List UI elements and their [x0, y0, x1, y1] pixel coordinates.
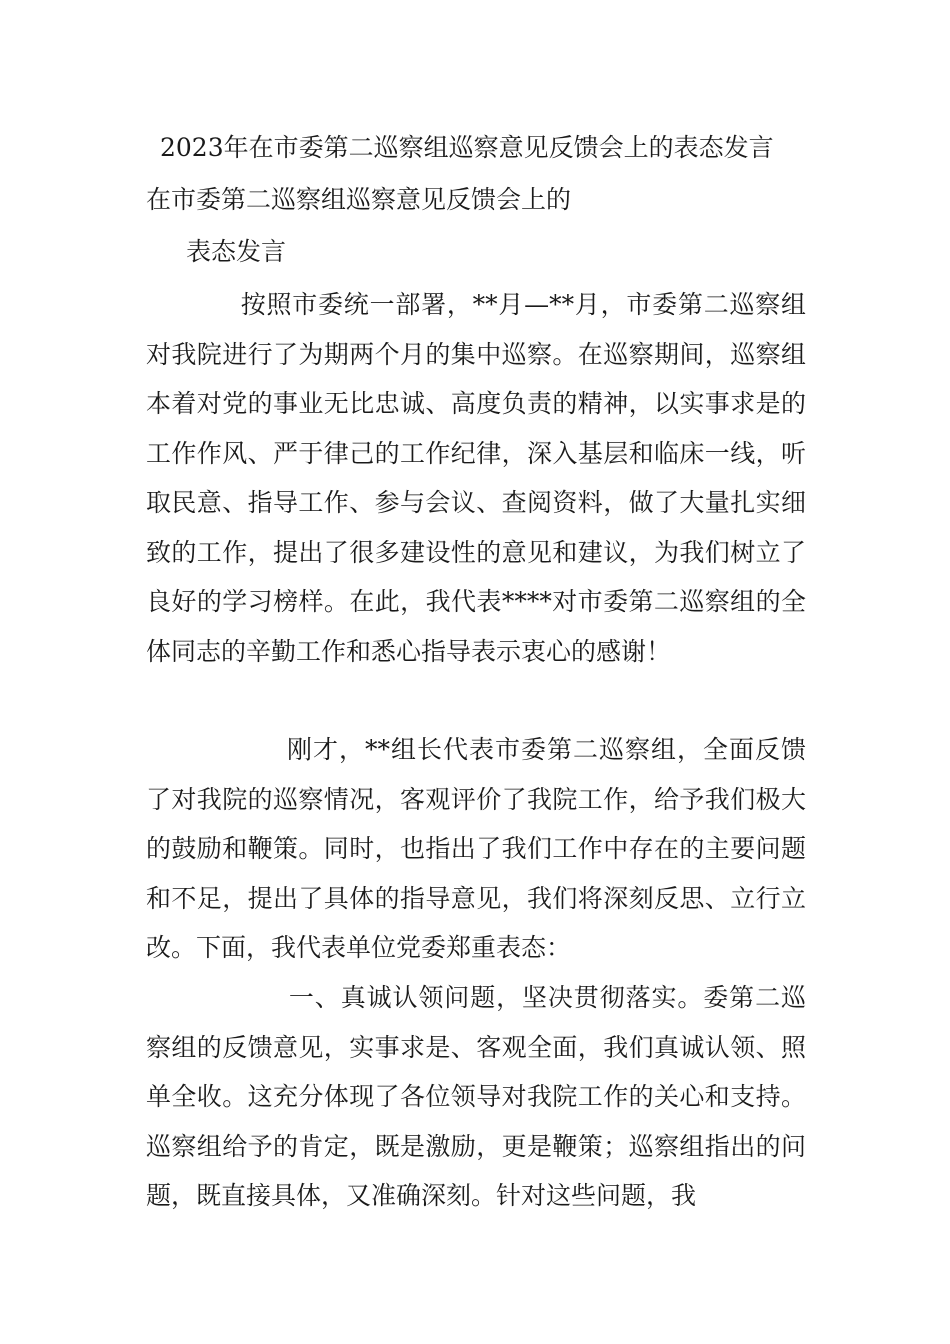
paragraph-text: 一、真诚认领问题，坚决贯彻落实。委第二巡察组的反馈意见，实事求是、客观全面，我们真诚认领、照单全收。这充分体现了各位领导对我院工作的关心和支持。巡察组给予的肯定，既是激励，更是鞭策；巡察组指出的问题，既直接具体，又准确深刻。针对这些问题，我	[146, 983, 806, 1210]
document-subtitle-continued: 表态发言	[186, 237, 287, 266]
body-paragraph	[146, 725, 806, 973]
paragraph-text: 刚才，**组长代表市委第二巡察组，全面反馈了对我院的巡察情况，客观评价了我院工作，给予我们极大的鼓励和鞭策。同时，也指出了我们工作中存在的主要问题和不足，提出了具体的指导意见，我们将深刻反思、立行立改。下面，我代表单位党委郑重表态：	[146, 735, 806, 962]
body-paragraph	[146, 973, 806, 1221]
paragraph-text: 按照市委统一部署，**月—**月，市委第二巡察组对我院进行了为期两个月的集中巡察。在巡察期间，巡察组本着对党的事业无比忠诚、高度负责的精神，以实事求是的工作作风、严于律己的工作纪律，深入基层和临床一线，听取民意、指导工作、参与会议、查阅资料，做了大量扎实细致的工作，提出了很多建设性的意见和建议，为我们树立了良好的学习榜样。在此，我代表****对市委第二巡察组的全体同志的辛勤工作和悉心指导表示衷心的感谢！	[146, 290, 806, 666]
document-title: 2023年在市委第二巡察组巡察意见反馈会上的表态发言	[160, 133, 774, 162]
document-subtitle: 在市委第二巡察组巡察意见反馈会上的	[146, 185, 572, 214]
body-paragraph	[146, 280, 806, 676]
